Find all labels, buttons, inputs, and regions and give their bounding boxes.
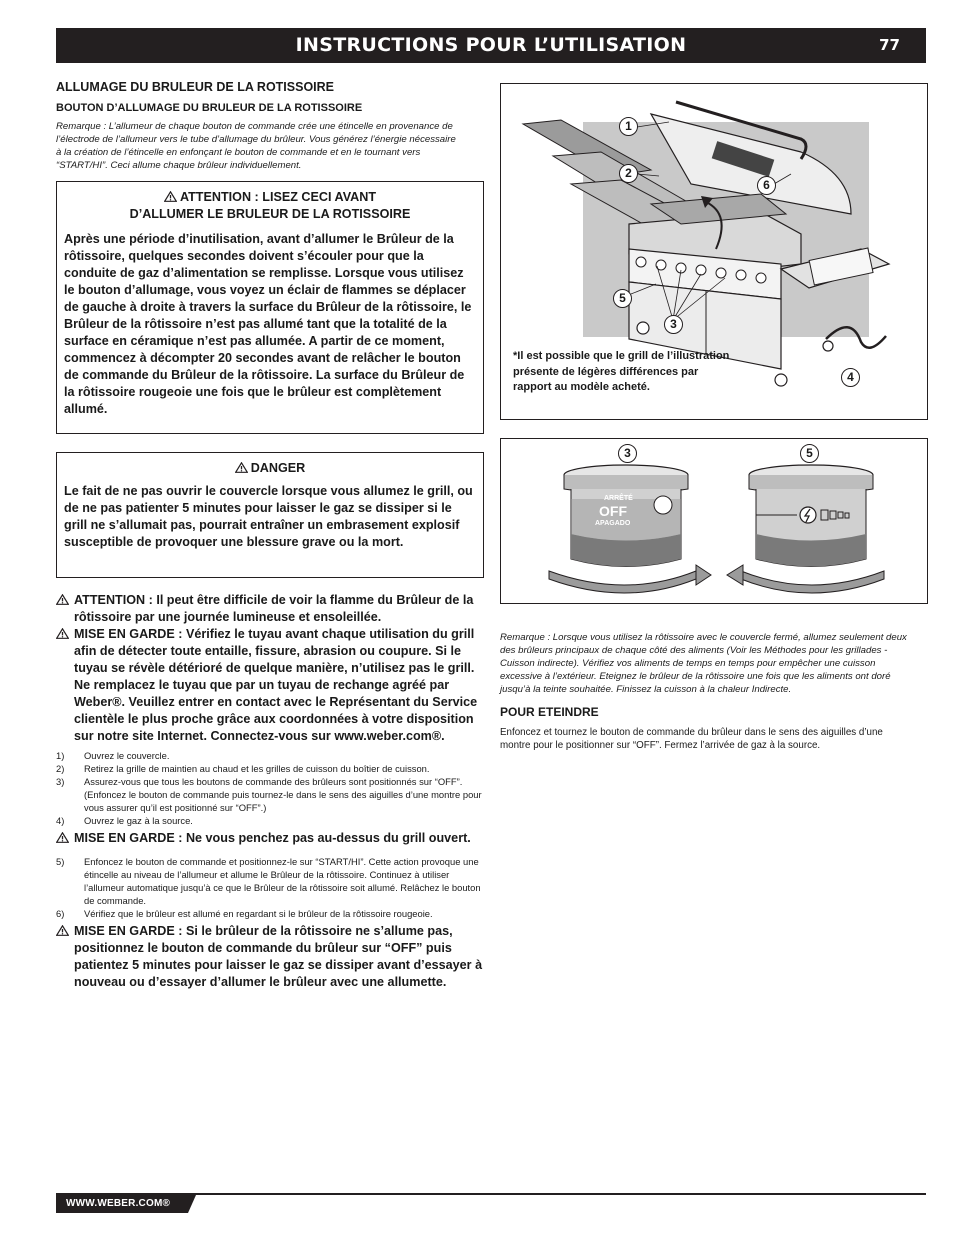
callout-1: 1	[619, 117, 638, 136]
knob-label-off: OFF	[599, 503, 627, 519]
knob-label-top: ARRÊTÉ	[604, 495, 633, 502]
danger-body: Le fait de ne pas ouvrir le couvercle lorsque vous allumez le grill, ou de ne pas patienter 5 minutes pour laisser le gaz se dissiper si le grill ne s’allumait pas, pourrait entraîner un embrasement explosif susceptible de provoquer une blessure grave ou la mort.	[64, 484, 473, 549]
page-number: 77	[879, 36, 900, 54]
step-text: Ouvrez le couvercle.	[84, 750, 170, 761]
steps-list-a	[56, 749, 484, 827]
section-title: ALLUMAGE DU BRULEUR DE LA ROTISSOIRE	[56, 80, 335, 94]
callout-4: 4	[841, 368, 860, 387]
warning-icon	[56, 628, 69, 639]
step-item	[56, 814, 484, 827]
danger-box	[56, 452, 484, 578]
danger-title-text: DANGER	[250, 461, 306, 475]
step-item	[56, 749, 484, 762]
attention-box	[56, 181, 484, 434]
footer-url[interactable]: WWW.WEBER.COM®	[66, 1198, 171, 1209]
attention-title-line1: ATTENTION : LISEZ CECI AVANT	[179, 190, 377, 204]
knob-illustration	[501, 439, 927, 603]
alert-text: MISE EN GARDE : Si le brûleur de la rôtissoire ne s’allume pas, positionnez le bouton de commande du brûleur sur “OFF” puis patientez 5 minutes pour laisser le gaz se dissiper avant d’essayer à nouveau ou d’essayer d’allumer le brûleur avec une allumette.	[74, 924, 483, 989]
step-text: Enfoncez le bouton de commande et positionnez-le sur “START/HI”. Cette action provoque une étincelle au niveau de l’allumeur et allume le Brûleur de la rôtissoire. Continuez à utiliser l’allumeur automatique jusqu’à ce que le Brûleur de la rôtissoire soit allumé. Relâchez le bouton de commande.	[84, 856, 481, 906]
right-column	[500, 80, 928, 752]
steps-list-b	[56, 855, 484, 920]
danger-title	[64, 460, 476, 477]
knob-figure	[500, 438, 928, 604]
step-item	[56, 775, 484, 814]
step-number: 1)	[56, 750, 65, 761]
step-text: Retirez la grille de maintien au chaud et les grilles de cuisson du boîtier de cuisson.	[84, 763, 430, 774]
rotisserie-note: Remarque : Lorsque vous utilisez la rôtissoire avec le couvercle fermé, allumez seulement deux des brûleurs principaux de chaque côté des aliments (Voir les Méthodes pour les grillades - Cuisson indirecte). Vérifiez vos aliments de temps en temps pour empêcher une cuisson excessive à l’extérieur. Eteignez le brûleur de la rôtissoire une fois que les aliments ont doré jusqu’à la teinte souhaitée. Finissez la cuisson à la chaleur Indirecte.	[500, 632, 907, 695]
page-title: INSTRUCTIONS POUR L’UTILISATION	[295, 34, 687, 56]
warning-icon	[56, 925, 69, 936]
attention-title	[64, 189, 476, 223]
step-text: Assurez-vous que tous les boutons de commande des brûleurs sont positionnés sur “OFF”. (Enfoncez le bouton de commande puis tournez-le dans le sens des aiguilles d’une montre pour vous assurer qu’il est positionné sur “OFF”.)	[84, 776, 482, 813]
page-header	[56, 28, 926, 63]
turn-off-title: POUR ETEINDRE	[500, 705, 599, 719]
step-number: 4)	[56, 815, 65, 826]
alert-text: ATTENTION : Il peut être difficile de voir la flamme du Brûleur de la rôtissoire par une journée lumineuse et ensoleillée.	[74, 593, 474, 624]
warning-icon	[56, 594, 69, 605]
alert-text: MISE EN GARDE : Ne vous penchez pas au-dessus du grill ouvert.	[74, 831, 471, 845]
alert-text: MISE EN GARDE : Vérifiez le tuyau avant chaque utilisation du grill afin de détecter toute entaille, fissure, abrasion ou coupure. Si le tuyau se révèle détérioré de quelque manière, n’utilisez pas le grill. Ne remplacez le tuyau que par un tuyau de rechange agréé par Weber®. Veuillez entrer en contact avec le Représentant du Service clientèle le plus proche grâce aux coordonnées à votre disposition sur notre site Internet. Connectez-vous sur www.weber.com®.	[74, 627, 478, 743]
grill-figure-note: *Il est possible que le grill de l’illustration présente de légères différences par rapport au modèle acheté.	[513, 350, 730, 393]
warning-icon	[164, 191, 177, 202]
callout-6: 6	[757, 176, 776, 195]
hose-warning-alert	[56, 626, 484, 745]
relight-warning-alert	[56, 923, 484, 991]
step-number: 2)	[56, 763, 65, 774]
left-column	[56, 80, 484, 991]
callout-5-knob: 5	[800, 444, 819, 463]
step-text: Ouvrez le gaz à la source.	[84, 815, 193, 826]
grill-figure	[500, 83, 928, 420]
attention-alert	[56, 592, 484, 626]
callout-3: 3	[664, 315, 683, 334]
attention-title-line2: D’ALLUMER LE BRULEUR DE LA ROTISSOIRE	[129, 207, 411, 221]
step-number: 5)	[56, 856, 65, 867]
warning-icon	[56, 832, 69, 843]
step-item	[56, 907, 484, 920]
sub-title: BOUTON D’ALLUMAGE DU BRULEUR DE LA ROTISSOIRE	[56, 102, 363, 114]
turn-off-body: Enfoncez et tournez le bouton de commande du brûleur dans le sens des aiguilles d’une montre pour le positionner sur “OFF”. Fermez l’arrivée de gaz à la source.	[500, 727, 883, 751]
warning-icon	[235, 462, 248, 473]
step-item	[56, 762, 484, 775]
lean-warning-alert	[56, 830, 484, 847]
knob-label-bottom: APAGADO	[595, 520, 631, 527]
callout-3-knob: 3	[618, 444, 637, 463]
step-text: Vérifiez que le brûleur est allumé en regardant si le brûleur de la rôtissoire rougeoie.	[84, 908, 433, 919]
step-number: 6)	[56, 908, 65, 919]
callout-5: 5	[613, 289, 632, 308]
intro-note: Remarque : L’allumeur de chaque bouton de commande crée une étincelle en provenance de l’électrode de l’allumeur vers le tube d’allumage du brûleur. Vous générez l’énergie nécessaire à la création de l’étincelle en enfonçant le bouton de commande et en le tournant vers “START/HI”. Ceci allume chaque brûleur individuellement.	[56, 121, 456, 171]
callout-2: 2	[619, 164, 638, 183]
step-item	[56, 855, 484, 907]
step-number: 3)	[56, 776, 65, 787]
attention-body: Après une période d’inutilisation, avant d’allumer le Brûleur de la rôtissoire, quelques secondes doivent s’écouler pour que la conduite de gaz d’alimentation se remplisse. Lorsque vous utilisez le bouton d’allumage, vous voyez un éclair de flammes se déplacer de gauche à droite à travers la surface du Brûleur de la rôtissoire, le Brûleur de la rôtissoire n’est pas allumé tant que la totalité de la surface en céramique n’est pas allumée. A partir de ce moment, commencez à décompter 20 secondes avant de relâcher le bouton de commande du Brûleur de la rôtissoire. La surface du Brûleur de la rôtissoire rougeoie une fois que le brûleur est complètement allumé.	[64, 232, 472, 416]
alerts-top	[56, 592, 484, 745]
